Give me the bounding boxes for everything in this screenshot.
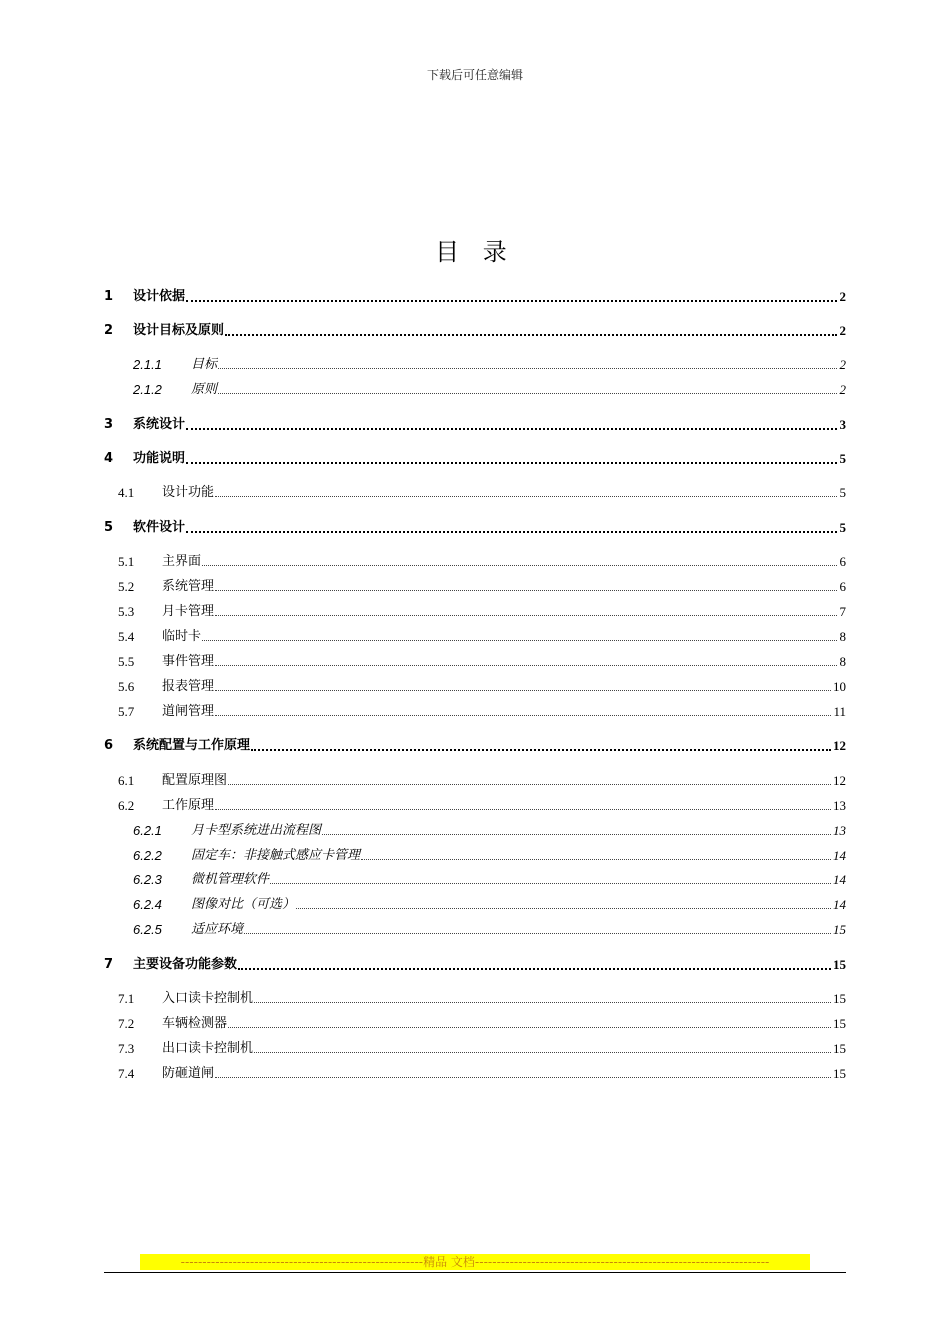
toc-leader-dots (225, 322, 837, 336)
toc-entry-number: 2.1.1 (133, 357, 162, 372)
toc-entry-number: 7 (104, 957, 114, 972)
toc-entry-label: 主界面 (162, 554, 202, 569)
toc-entry[interactable] (0, 797, 950, 815)
toc-entry-page: 12 (833, 773, 846, 788)
toc-entry-page: 15 (833, 1041, 846, 1056)
toc-entry-page: 7 (839, 604, 846, 619)
toc-entry[interactable] (0, 678, 950, 696)
toc-entry[interactable] (0, 1040, 950, 1058)
toc-entry-page: 13 (833, 798, 846, 813)
toc-leader-dots (322, 822, 831, 835)
toc-entry-label: 临时卡 (162, 629, 202, 644)
toc-entry-label: 适应环境 (191, 922, 244, 937)
toc-leader-dots (202, 628, 837, 641)
toc-leader-dots (218, 381, 837, 394)
toc-entry-number: 4 (104, 451, 114, 466)
toc-leader-dots (215, 1065, 831, 1078)
toc-entry-label: 道闸管理 (162, 704, 215, 719)
toc-leader-dots (238, 956, 831, 970)
footer-banner: --------------------------------------------------------精品 文档-------------------------------------------------------------------- (140, 1254, 810, 1270)
toc-entry[interactable] (0, 896, 950, 914)
toc-entry[interactable] (0, 653, 950, 671)
toc-entry-number: 2 (104, 323, 114, 338)
toc-entry-label: 月卡型系统进出流程图 (191, 823, 322, 838)
toc-entry[interactable] (0, 322, 950, 340)
toc-entry-page: 3 (839, 417, 846, 432)
toc-entry-page: 5 (839, 485, 846, 500)
toc-entry[interactable] (0, 847, 950, 865)
toc-leader-dots (186, 416, 837, 430)
toc-leader-dots (244, 921, 831, 934)
toc-entry-page: 2 (839, 323, 846, 338)
toc-leader-dots (254, 990, 831, 1003)
toc-entry-number: 7.3 (118, 1041, 135, 1056)
toc-entry[interactable] (0, 416, 950, 434)
toc-entry-page: 12 (833, 738, 846, 753)
toc-entry[interactable] (0, 772, 950, 790)
toc-entry[interactable] (0, 871, 950, 889)
toc-entry-number: 7.2 (118, 1016, 135, 1031)
toc-entry-label: 配置原理图 (162, 773, 228, 788)
toc-entry-label: 防砸道闸 (162, 1066, 215, 1081)
toc-entry-number: 5.2 (118, 579, 135, 594)
toc-entry[interactable] (0, 484, 950, 502)
toc-entry-label: 车辆检测器 (162, 1016, 228, 1031)
toc-entry-number: 5.5 (118, 654, 135, 669)
toc-leader-dots (254, 1040, 831, 1053)
footer-divider (104, 1272, 846, 1273)
toc-entry-number: 2.1.2 (133, 382, 162, 397)
toc-entry-page: 6 (839, 579, 846, 594)
toc-entry-number: 5.4 (118, 629, 135, 644)
toc-entry-number: 6.1 (118, 773, 135, 788)
toc-entry-label: 系统管理 (162, 579, 215, 594)
toc-leader-dots (215, 653, 837, 666)
toc-entry-page: 14 (833, 872, 846, 887)
toc-entry-number: 5.1 (118, 554, 135, 569)
toc-entry[interactable] (0, 921, 950, 939)
toc-entry-page: 13 (833, 823, 846, 838)
toc-leader-dots (215, 603, 837, 616)
toc-entry-page: 2 (839, 289, 846, 304)
toc-entry-label: 报表管理 (162, 679, 215, 694)
toc-entry[interactable] (0, 737, 950, 755)
toc-leader-dots (218, 356, 837, 369)
toc-entry-label: 月卡管理 (162, 604, 215, 619)
toc-entry[interactable] (0, 381, 950, 399)
toc-leader-dots (361, 847, 831, 860)
toc-entry-page: 15 (833, 1016, 846, 1031)
toc-entry[interactable] (0, 450, 950, 468)
toc-leader-dots (251, 737, 831, 751)
toc-entry-page: 6 (839, 554, 846, 569)
toc-leader-dots (186, 288, 837, 302)
toc-entry[interactable] (0, 703, 950, 721)
toc-entry-number: 6.2.5 (133, 922, 162, 937)
toc-leader-dots (228, 772, 831, 785)
toc-entry-label: 软件设计 (133, 520, 186, 535)
toc-leader-dots (296, 896, 831, 909)
toc-entry-page: 8 (839, 629, 846, 644)
toc-entry-number: 6.2.4 (133, 897, 162, 912)
toc-leader-dots (215, 484, 837, 497)
toc-entry-number: 3 (104, 417, 114, 432)
toc-entry[interactable] (0, 603, 950, 621)
toc-entry-label: 主要设备功能参数 (133, 957, 238, 972)
toc-entry[interactable] (0, 288, 950, 306)
toc-entry[interactable] (0, 628, 950, 646)
toc-entry-label: 系统配置与工作原理 (133, 738, 251, 753)
toc-entry[interactable] (0, 1015, 950, 1033)
toc-entry-label: 原则 (191, 382, 218, 397)
toc-entry[interactable] (0, 956, 950, 974)
toc-entry-page: 15 (833, 991, 846, 1006)
toc-entry-page: 11 (833, 704, 846, 719)
toc-entry-page: 5 (839, 451, 846, 466)
toc-entry-number: 4.1 (118, 485, 135, 500)
toc-entry-number: 7.1 (118, 991, 135, 1006)
toc-entry-page: 2 (839, 382, 846, 397)
toc-entry-label: 设计功能 (162, 485, 215, 500)
toc-entry-label: 固定车：非接触式感应卡管理 (191, 848, 361, 863)
toc-leader-dots (215, 678, 831, 691)
toc-entry[interactable] (0, 553, 950, 571)
toc-leader-dots (215, 578, 837, 591)
toc-leader-dots (215, 797, 831, 810)
toc-entry-page: 15 (833, 957, 846, 972)
toc-entry-number: 6.2.1 (133, 823, 162, 838)
toc-leader-dots (186, 519, 837, 533)
toc-entry-label: 出口读卡控制机 (162, 1041, 254, 1056)
toc-entry-page: 8 (839, 654, 846, 669)
toc-leader-dots (270, 871, 831, 884)
toc-entry-page: 15 (833, 922, 846, 937)
toc-entry-number: 6 (104, 738, 114, 753)
toc-entry-page: 10 (833, 679, 846, 694)
toc-entry-page: 2 (839, 357, 846, 372)
toc-entry-label: 事件管理 (162, 654, 215, 669)
toc-leader-dots (215, 703, 831, 716)
toc-entry[interactable] (0, 356, 950, 374)
toc-entry-number: 1 (104, 289, 114, 304)
toc-entry-number: 5.3 (118, 604, 135, 619)
toc-entry-label: 功能说明 (133, 451, 186, 466)
toc-entry-number: 5.6 (118, 679, 135, 694)
toc-entry-label: 系统设计 (133, 417, 186, 432)
toc-entry-label: 微机管理软件 (191, 872, 270, 887)
toc-entry[interactable] (0, 1065, 950, 1083)
toc-entry[interactable] (0, 990, 950, 1008)
toc-entry-label: 图像对比（可选） (191, 897, 296, 912)
toc-leader-dots (228, 1015, 831, 1028)
toc-entry[interactable] (0, 822, 950, 840)
toc-entry-number: 6.2.2 (133, 848, 162, 863)
toc-entry-number: 5 (104, 520, 114, 535)
header-note: 下载后可任意编辑 (426, 68, 523, 82)
toc-entry-label: 工作原理 (162, 798, 215, 813)
toc-entry-label: 设计目标及原则 (133, 323, 225, 338)
toc-entry[interactable] (0, 519, 950, 537)
toc-entry-label: 入口读卡控制机 (162, 991, 254, 1006)
toc-entry-number: 7.4 (118, 1066, 135, 1081)
toc-entry-number: 5.7 (118, 704, 135, 719)
toc-entry-number: 6.2 (118, 798, 135, 813)
toc-entry-page: 14 (833, 848, 846, 863)
toc-leader-dots (186, 450, 837, 464)
toc-entry-page: 5 (839, 520, 846, 535)
page-title: 目 录 (435, 238, 515, 266)
toc-leader-dots (202, 553, 837, 566)
toc-entry-page: 15 (833, 1066, 846, 1081)
toc-entry-label: 设计依据 (133, 289, 186, 304)
toc-entry-page: 14 (833, 897, 846, 912)
toc-entry[interactable] (0, 578, 950, 596)
toc-entry-number: 6.2.3 (133, 872, 162, 887)
toc-entry-label: 目标 (191, 357, 218, 372)
